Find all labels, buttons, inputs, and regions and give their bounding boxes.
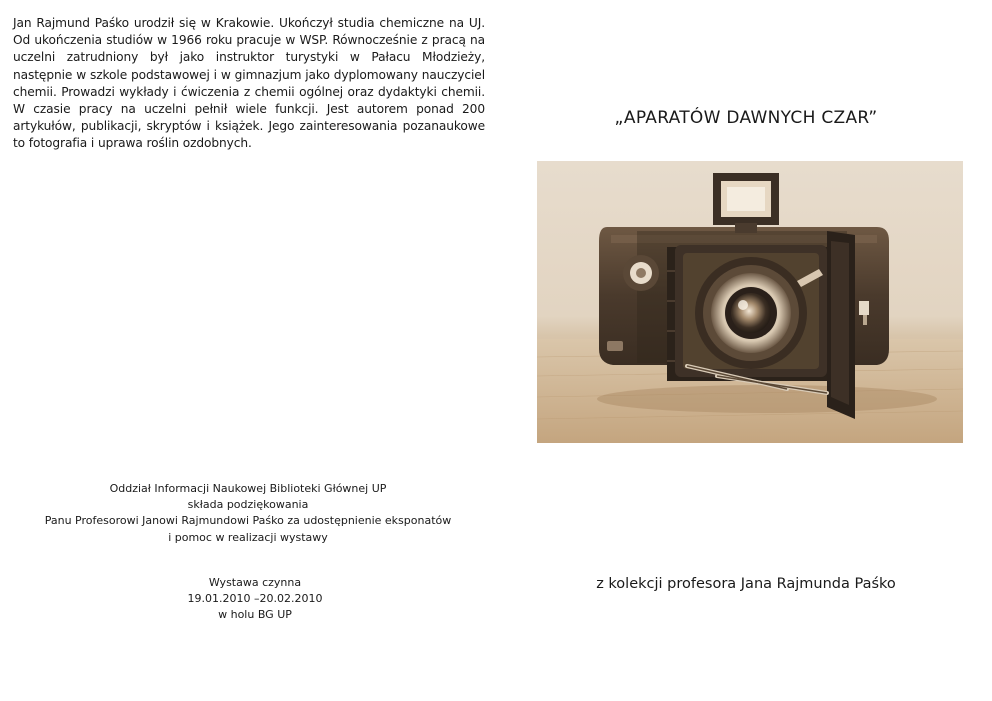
- acknowledgement-line-4: i pomoc w realizacji wystawy: [168, 530, 328, 544]
- schedule-location: w holu BG UP: [218, 608, 292, 622]
- vintage-camera-photo: [537, 161, 963, 443]
- acknowledgement-line-3: Panu Profesorowi Janowi Rajmundowi Paśko za udostępnienie eksponatów: [44, 514, 452, 528]
- right-page: [496, 0, 992, 701]
- acknowledgement: [0, 481, 496, 546]
- acknowledgement-line-2: składa podziękowania: [187, 498, 309, 512]
- camera-illustration: [537, 161, 963, 443]
- exhibition-title: „APARATÓW DAWNYCH CZAR”: [614, 108, 878, 128]
- schedule-dates: 19.01.2010 –20.02.2010: [187, 592, 323, 606]
- exhibition-schedule: [0, 575, 510, 624]
- schedule-line-1: Wystawa czynna: [208, 576, 302, 589]
- author-biography: Jan Rajmund Paśko urodził się w Krakowie. Ukończył studia chemiczne na UJ. Od ukończenia studiów w 1966 roku pracuje w WSP. Równocześnie z pracą na uczelni zatrudniony był jako instruktor turystyki w Pałacu Młodzieży, następnie w szkole podstawowej i w gimnazjum jako dyplomowany nauczyciel chemii. Prowadzi wykłady i ćwiczenia z chemii ogólnej oraz dydaktyki chemii. W czasie pracy na uczelni pełnił wiele funkcji. Jest autorem ponad 200 artykułów, publikacji, skryptów i książek. Jego zainteresowania pozanaukowe to fotografia i uprawa roślin ozdobnych.: [13, 16, 485, 151]
- exhibition-subtitle: z kolekcji profesora Jana Rajmunda Paśko: [596, 576, 896, 592]
- acknowledgement-line-1: Oddział Informacji Naukowej Biblioteki Głównej UP: [109, 482, 387, 495]
